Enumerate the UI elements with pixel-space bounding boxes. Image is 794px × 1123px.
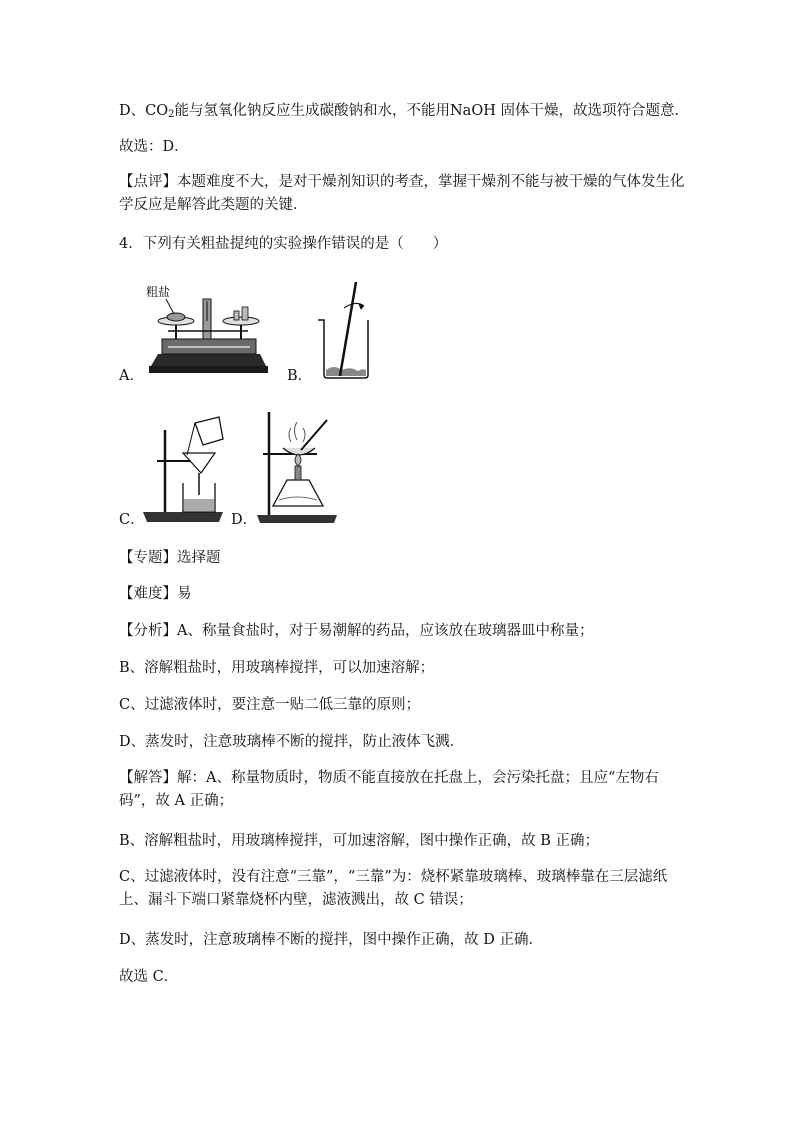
beaker — [318, 320, 368, 378]
option-d-label: D． — [231, 512, 258, 528]
weight-1 — [234, 311, 239, 320]
salt-solution — [326, 367, 366, 376]
prev-comment: 【点评】本题难度不大，是对干燥剂知识的考查，掌握干燥剂不能与被干燥的气体发生化学反应是解答此类题的关键． — [119, 174, 685, 213]
glass-rod — [340, 282, 356, 376]
option-c-label: C． — [119, 512, 145, 528]
label-leader — [166, 299, 174, 314]
flame — [295, 454, 301, 466]
analysis-d: D、蒸发时，注意玻璃棒不断的搅拌，防止液体飞溅． — [119, 734, 465, 750]
answer-d: D、蒸发时，注意玻璃棒不断的搅拌，图中操作正确，故 D 正确． — [119, 932, 543, 948]
weight-2 — [242, 307, 248, 320]
option-a-balance-figure — [146, 281, 271, 381]
analysis-c: C、过滤液体时，要注意一贴二低三靠的原则； — [119, 697, 421, 713]
question-4: 4．下列有关粗盐提纯的实验操作错误的是（ ） — [119, 236, 448, 252]
option-a-figure-label: 粗盐 — [146, 285, 171, 299]
pouring-beaker — [195, 417, 223, 445]
final-answer: 故选 C． — [119, 969, 179, 985]
filtrate — [184, 499, 214, 511]
option-c-filtration-figure — [143, 415, 228, 525]
lamp-wick — [295, 466, 301, 480]
alcohol-lamp — [273, 480, 323, 506]
prev-option-d — [119, 104, 689, 119]
option-a-label: A． — [119, 368, 144, 384]
right-pan — [223, 317, 259, 325]
stand-base — [257, 515, 337, 523]
option-d-evaporation-figure — [257, 410, 342, 525]
analysis-b: B、溶解粗盐时，用玻璃棒搅拌，可以加速溶解； — [119, 660, 435, 676]
coarse-salt — [167, 313, 185, 321]
answer-a: 【解答】解：A、称量物质时，物质不能直接放在托盘上，会污染托盘；且应“左物右码”，故 A 正确； — [119, 770, 659, 809]
answer-b: B、溶解粗盐时，用玻璃棒搅拌，可加速溶解，图中操作正确，故 B 正确； — [119, 833, 600, 849]
prev-option-d-text-pre: D、CO — [119, 103, 169, 119]
option-b-dissolve-figure — [312, 280, 377, 380]
balance-foot — [149, 366, 268, 373]
prev-option-d-text-post: 能与氢氧化钠反应生成碳酸钠和水，不能用NaOH 固体干燥，故选项符合题意． — [174, 103, 689, 119]
steam — [289, 422, 305, 442]
funnel — [183, 453, 215, 473]
balance-base — [151, 354, 266, 366]
pour-stream — [187, 423, 195, 455]
prev-option-d-subscript: 2 — [168, 109, 175, 120]
prev-answer: 故选：D． — [119, 139, 189, 155]
option-b-label: B． — [287, 368, 313, 384]
analysis-a: 【分析】A、称量食盐时，对于易潮解的药品，应该放在玻璃器皿中称量； — [119, 623, 594, 639]
answer-c: C、过滤液体时，没有注意“三靠”，“三靠”为：烧杯紧靠玻璃棒、玻璃棒靠在三层滤纸上、漏斗下端口紧靠烧杯内壁，滤液溅出，故 C 错误； — [119, 869, 668, 908]
topic: 【专题】选择题 — [119, 550, 221, 566]
difficulty: 【难度】易 — [119, 586, 192, 602]
stand-base — [143, 512, 223, 522]
